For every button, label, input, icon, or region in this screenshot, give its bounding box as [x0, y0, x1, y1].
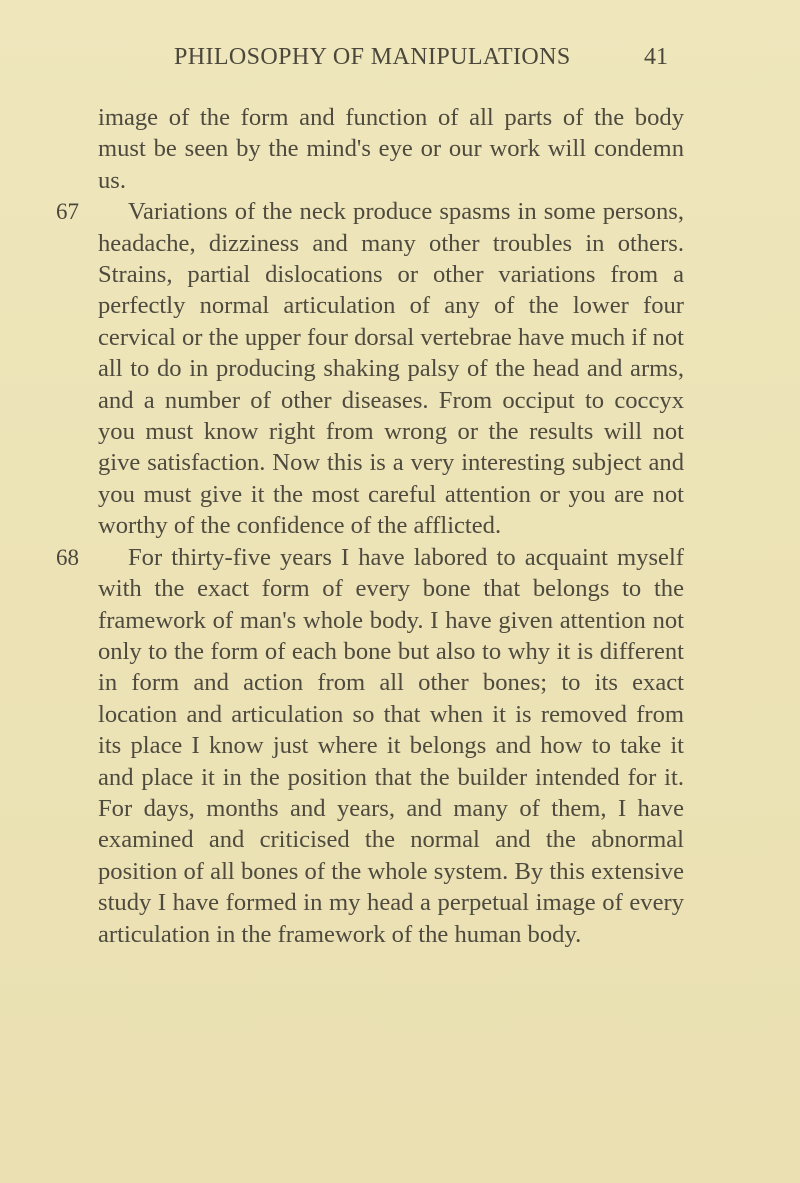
page-number: 41	[644, 44, 668, 70]
paragraph-number: 68	[56, 544, 79, 570]
body-text	[56, 102, 684, 950]
continuation-paragraph: image of the form and function of all parts of the body must be seen by the mind's eye or our work will condemn us.	[98, 104, 684, 194]
paragraph-67	[56, 196, 684, 541]
paragraph-text: For thirty-five years I have labored to acquaint myself with the exact form of every bone that belongs to the framework of man's whole body. I have given attention not only to the form of each bone but also to why it is different in form and action from all other bones; to its exact location and articulation so that when it is removed from its place I know just where it belongs and how to take it and place it in the position that the builder intended for it. For days, months and years, and many of them, I have examined and criticised the normal and the abnormal position of all bones of the whole system. By this extensive study I have formed in my head a perpetual image of every articulation in the framework of the human body.	[98, 543, 684, 948]
paragraph-68	[56, 542, 684, 950]
running-title: PHILOSOPHY OF MANIPULATIONS	[174, 44, 571, 70]
paragraph-number: 67	[56, 199, 79, 225]
paragraph-text: Variations of the neck produce spasms in some persons, headache, dizziness and many other troubles in others. Strains, partial dislocations or other variations from a perfectly normal articulation of any of the lower four cervical or the upper four dorsal vertebrae have much if not all to do in producing shaking palsy of the head and arms, and a number of other diseases. From occiput to coccyx you must know right from wrong or the results will not give satisfaction. Now this is a very interesting subject and you must give it the most careful attention or you are not worthy of the confidence of the afflicted.	[98, 198, 684, 540]
